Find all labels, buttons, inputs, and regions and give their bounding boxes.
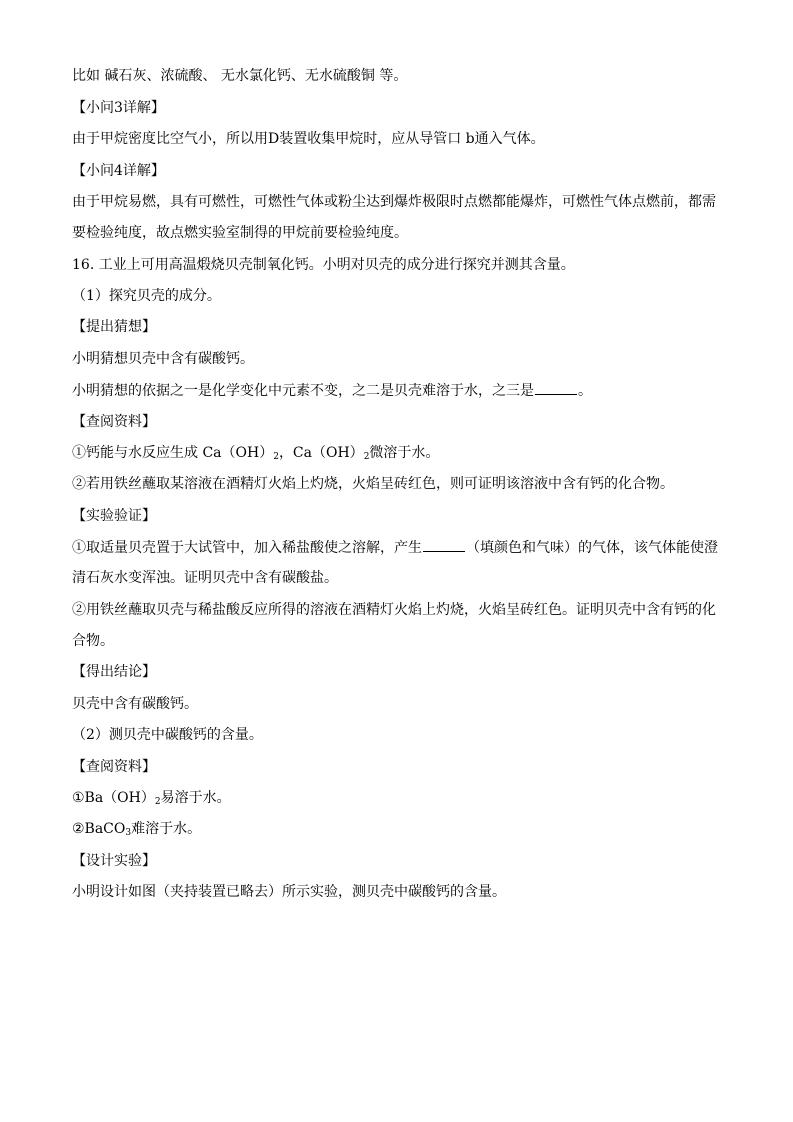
text-segment: 小明猜想的依据之一是化学变化中元素不变，之二是贝壳难溶于水，之三是 [72, 383, 534, 399]
question-stem: 16. 工业上可用高温煅烧贝壳制氧化钙。小明对贝壳的成分进行探究并测其含量。 [72, 257, 575, 273]
text-line: 要检验纯度，故点燃实验室制得的甲烷前要检验纯度。 [72, 225, 408, 241]
text-segment: ①钙能与水反应生成 Ca（OH） [72, 445, 274, 461]
subscript: 3 [125, 828, 132, 838]
text-line: 由于甲烷密度比空气小，所以用D装置收集甲烷时，应从导管口 b通入气体。 [72, 131, 545, 147]
text-segment: ①Ba（OH） [72, 790, 155, 806]
text-line-with-blank [72, 380, 732, 401]
section-heading: 【得出结论】 [72, 664, 156, 680]
text-line: ②用铁丝蘸取贝壳与稀盐酸反应所得的溶液在酒精灯火焰上灼烧，火焰呈砖红色。证明贝壳中含有钙的化 [72, 602, 716, 618]
text-segment: ②BaCO [72, 821, 126, 837]
text-line: 比如 碱石灰、浓硫酸、 无水氯化钙、无水硫酸铜 等。 [72, 68, 408, 84]
subscript: 2 [154, 797, 161, 807]
answer-blank[interactable] [535, 380, 577, 395]
answer-blank[interactable] [423, 537, 465, 552]
sub-question: （1）探究贝壳的成分。 [72, 288, 221, 304]
text-line [72, 819, 732, 839]
text-segment: 难溶于水。 [131, 821, 202, 837]
sub-question: （2）测贝壳中碳酸钙的含量。 [72, 727, 263, 743]
text-segment: 微溶于水。 [369, 445, 440, 461]
section-heading: 【查阅资料】 [72, 414, 156, 430]
section-heading: 【小问3详解】 [72, 100, 165, 116]
text-line: 贝壳中含有碳酸钙。 [72, 696, 198, 712]
section-heading: 【小问4详解】 [72, 163, 165, 179]
text-line: ②若用铁丝蘸取某溶液在酒精灯火焰上灼烧，火焰呈砖红色，则可证明该溶液中含有钙的化合物。 [72, 476, 674, 492]
subscript: 2 [273, 452, 279, 462]
text-line: 清石灰水变浑浊。证明贝壳中含有碳酸盐。 [72, 570, 338, 586]
text-line: 小明猜想贝壳中含有碳酸钙。 [72, 351, 254, 367]
section-heading: 【提出猜想】 [72, 319, 156, 335]
section-heading: 【设计实验】 [72, 853, 156, 869]
text-line [72, 788, 732, 808]
text-segment: 。 [578, 383, 592, 399]
text-segment: （填颜色和气味）的气体，该气体能使澄 [466, 540, 718, 556]
text-line [72, 443, 732, 463]
text-line-with-blank [72, 537, 732, 558]
text-line: 合物。 [72, 633, 114, 649]
section-heading: 【实验验证】 [72, 508, 156, 524]
section-heading: 【查阅资料】 [72, 759, 156, 775]
text-segment: 易溶于水。 [160, 790, 231, 806]
text-line: 由于甲烷易燃，具有可燃性，可燃性气体或粉尘达到爆炸极限时点燃都能爆炸，可燃性气体点燃前，都需 [72, 194, 716, 210]
text-segment: ①取适量贝壳置于大试管中，加入稀盐酸使之溶解，产生 [72, 540, 422, 556]
text-segment: ，Ca（OH） [278, 445, 364, 461]
subscript: 2 [363, 452, 370, 462]
text-line: 小明设计如图（夹持装置已略去）所示实验，测贝壳中碳酸钙的含量。 [72, 884, 506, 900]
